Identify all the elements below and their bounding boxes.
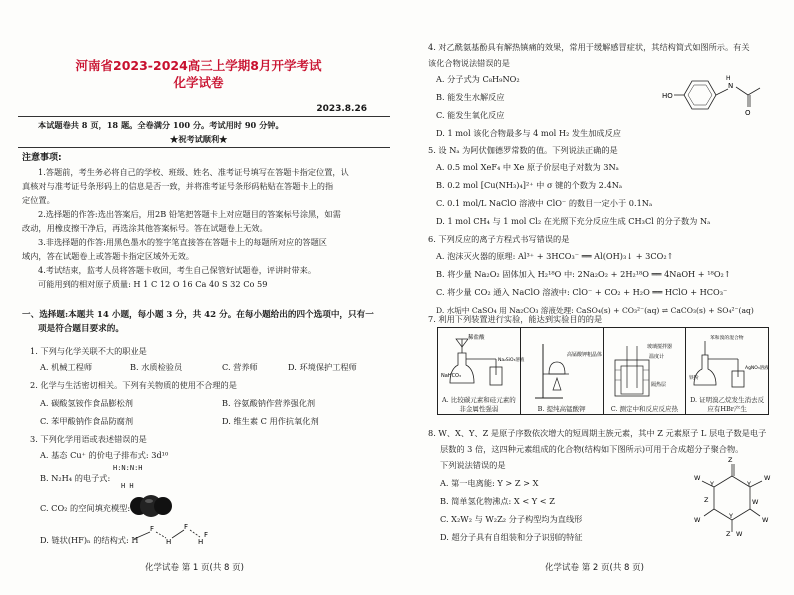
note-line: 3.非选择题的作答:用黑色墨水的签字笔直接答在答题卡上的每题所对应的答题区 [38, 237, 327, 247]
acetaminophen-structure [660, 68, 780, 118]
q7-cell-d [686, 328, 769, 415]
q4-option-a: A. 分子式为 C₈H₉NO₂ [436, 74, 520, 84]
n-label: N [728, 82, 734, 90]
good-luck: ★祝考试顺利★ [170, 134, 228, 144]
page-footer-left: 化学试卷 第 1 页(共 8 页) [145, 563, 244, 573]
q2-option-c: C. 苯甲酸钠作食品防腐剂 [40, 416, 134, 426]
atom-label: W [694, 474, 701, 482]
stirrer-label: 玻璃搅拌器 [647, 344, 673, 350]
atomic-masses: 可能用到的相对原子质量: H 1 C 12 O 16 Ca 40 S 32 Co 59 [38, 279, 268, 289]
hf-atom-label: F [184, 523, 189, 531]
q7-caption-a: A. 比较碳元素和硅元素的非金属性强弱 [441, 396, 516, 413]
ho-label: HO [662, 92, 673, 100]
nahco3-label: NaHCO₃ [440, 373, 461, 379]
q3-option-c: C. CO₂ 的空间填充模型: [40, 503, 131, 513]
note-line: 改动，用橡皮擦干净后，再选涂其他答案标号。答在试题卷上无效。 [22, 223, 268, 233]
h-label: H [726, 75, 731, 82]
q1-option-b: B. 水质检验员 [130, 362, 183, 372]
apparatus-b [523, 340, 601, 402]
q1-option-a: A. 机械工程师 [40, 362, 93, 372]
q2-option-b: B. 谷氨酸钠作营养强化剂 [222, 398, 316, 408]
hf-atom-label: F [150, 525, 155, 533]
note-line: 2.选择题的作答:选出答案后，用2B 铅笔把答题卡上对应题目的答案标号涂黑，如需 [38, 209, 341, 219]
atom-label: W [736, 530, 743, 538]
note-line: 定位置。 [22, 195, 55, 205]
atom-label: Z [704, 496, 709, 504]
na2sio3-label: Na₂SiO₃溶液 [497, 358, 525, 363]
apparatus-d [688, 331, 769, 393]
q8-stem: 8. W、X、Y、Z 是原子序数依次增大的短周期主族元素，其中 Z 元素原子 L 层电子数是电子 [428, 428, 767, 438]
q8-option-a: A. 第一电离能: Y > Z > X [440, 478, 539, 488]
atom-label: W [762, 516, 769, 524]
atom-label: Z [726, 530, 731, 538]
page-footer-right: 化学试卷 第 2 页(共 8 页) [545, 563, 644, 573]
q4-option-d: D. 1 mol 该化合物最多与 4 mol H₂ 发生加成反应 [436, 128, 621, 138]
q3-option-a: A. 基态 Cu⁺ 的价电子排布式: 3d¹⁰ [40, 450, 169, 460]
co2-space-filling-model [128, 492, 174, 520]
q1-option-d: D. 环境保护工程师 [288, 362, 357, 372]
note-line: 1.答题前，考生务必将自己的学校、班级、姓名、准考证号填写在答题卡指定位置，认 [38, 167, 349, 177]
note-line: 域内，答在试题卷上或答题卡指定区域外无效。 [22, 251, 194, 261]
q5-stem: 5. 设 Nₐ 为阿伏伽德罗常数的值。下列说法正确的是 [428, 145, 618, 155]
hf-atom-label: H [198, 538, 204, 546]
q3-option-b: B. N₂H₄ 的电子式: [40, 473, 111, 483]
agno3-label: AgNO₃溶液 [745, 366, 769, 371]
n2h4-formula-top: H:N:N:H [113, 464, 143, 472]
hf-atom-label: F [204, 531, 209, 539]
atom-label: W [694, 516, 701, 524]
q6-stem: 6. 下列反应的离子方程式书写错误的是 [428, 234, 570, 244]
q1-option-c: C. 营养师 [222, 362, 258, 372]
q6-option-a: A. 泡沫灭火器的原理: Al³⁺ + 3HCO₃⁻ ══ Al(OH)₃↓ + 3CO₂↑ [436, 251, 674, 261]
q7-stem: 7. 利用下列装置进行实验，能达到实验目的的是 [428, 314, 603, 324]
q7-caption-b: B. 提纯高锰酸钾 [537, 405, 586, 413]
q2-stem: 2. 化学与生活密切相关。下列有关物质的使用不合理的是 [30, 380, 237, 390]
n2h4-formula-mid: H H [121, 482, 134, 490]
apparatus-c [605, 340, 683, 402]
note-line: 真核对与准考证号条形码上的信息是否一致，并将准考证号条形码粘贴在答题卡上的指 [22, 181, 334, 191]
q8-stem-cont2: 下列说法错误的是 [440, 460, 506, 470]
atom-label: Y [710, 480, 714, 488]
q7-apparatus-table [437, 327, 769, 415]
q4-option-b: B. 能发生水解反应 [436, 92, 505, 102]
q4-stem: 4. 对乙酰氨基酚具有解热镇痛的效果，常用于缓解感冒症状，其结构简式如图所示。有关 [428, 42, 750, 52]
atom-label: Z [728, 456, 733, 464]
hf-atom-label: H [166, 538, 172, 546]
atom-label: Y [747, 480, 751, 488]
atom-label: W [752, 498, 759, 506]
q6-option-d: D. 水垢中 CaSO₄ 用 Na₂CO₃ 溶液处理: CaSO₄(s) + CO₃²⁻(aq) ⇌ CaCO₃(s) + SO₄²⁻(aq) [436, 306, 754, 315]
q5-option-d: D. 1 mol CH₄ 与 1 mol Cl₂ 在光照下充分反应生成 CH₃Cl 的分子数为 Nₐ [436, 216, 711, 226]
hcl-label: 稀盐酸 [467, 335, 485, 341]
q7-cell-a [438, 328, 525, 415]
insulation-label: 隔热层 [651, 382, 667, 388]
exam-title: 河南省2023-2024高三上学期8月开学考试 [75, 58, 322, 73]
exam-date: 2023.8.26 [316, 104, 367, 114]
q7-caption-d: D. 证明溴乙烷发生消去反应有HBr产生 [690, 396, 765, 413]
q2-option-d: D. 维生素 C 用作抗氧化剂 [222, 416, 319, 426]
q5-option-b: B. 0.2 mol [Cu(NH₃)₄]²⁺ 中 σ 键的个数为 2.4Nₐ [436, 180, 623, 190]
divider [18, 147, 390, 148]
note-line: 4.考试结束，监考人员将答题卡收回，考生自己保管好试题卷，评讲时带来。 [38, 265, 317, 275]
q4-option-c: C. 能发生氧化反应 [436, 110, 505, 120]
q1-stem: 1. 下列与化学关联不大的职业是 [30, 346, 147, 356]
q8-option-d: D. 超分子具有自组装和分子识别的特征 [440, 532, 583, 542]
q5-option-a: A. 0.5 mol XeF₄ 中 Xe 原子价层电子对数为 3Nₐ [436, 162, 619, 172]
section-heading: 一、选择题:本题共 14 小题，每小题 3 分，共 42 分。在每小题给出的四个选项中，只有一 [22, 310, 374, 320]
thermometer-label: 温度计 [649, 354, 665, 360]
o-label: O [745, 109, 751, 117]
q4-stem-cont: 该化合物说法错误的是 [428, 58, 510, 68]
divider [18, 116, 390, 117]
benzene-bromine-label: 苯和溴的混合物 [710, 336, 744, 341]
exam-subject: 化学试卷 [173, 75, 224, 90]
q7-cell-c [603, 328, 686, 415]
exam-info: 本试题卷共 8 页，18 题。全卷满分 100 分。考试用时 90 分钟。 [38, 120, 284, 130]
section-heading-cont: 项是符合题目要求的。 [38, 324, 124, 334]
hf-chain-structure [132, 520, 212, 548]
q2-option-a: A. 碳酸氢铵作食品膨松剂 [40, 398, 133, 408]
q8-compound-structure [690, 452, 774, 538]
q6-option-b: B. 将少量 Na₂O₂ 固体加入 H₂¹⁸O 中: 2Na₂O₂ + 2H₂¹⁸O ══ 4NaOH + ¹⁸O₂↑ [436, 269, 731, 279]
q6-option-c: C. 将少量 CO₂ 通入 NaClO 溶液中: ClO⁻ + CO₂ + H₂O ══ HClO + HCO₃⁻ [436, 287, 728, 297]
q7-cell-b [520, 328, 603, 415]
q8-option-c: C. X₂W₂ 与 W₂Z₂ 分子构型均为直线形 [440, 514, 583, 524]
atom-label: Y [729, 512, 733, 520]
q8-stem-cont: 层数的 3 倍，这四种元素组成的化合物(结构如下图所示)可用于合成超分子聚合物。 [440, 444, 744, 454]
q8-option-b: B. 简单氢化物沸点: X < Y < Z [440, 496, 555, 506]
notes-heading: 注意事项: [22, 153, 62, 163]
q3-option-d: D. 链状(HF)ₙ 的结构式: H [40, 535, 139, 545]
q3-stem: 3. 下列化学用语或表述错误的是 [30, 434, 147, 444]
kmno4-label: 高锰酸钾粗晶体 [566, 352, 602, 358]
apparatus-a [440, 331, 525, 393]
q7-caption-c: C. 测定中和反应反应热 [610, 405, 679, 413]
atom-label: W [764, 474, 771, 482]
q5-option-c: C. 0.1 mol/L NaClO 溶液中 ClO⁻ 的数目一定小于 0.1Nₐ [436, 198, 653, 208]
iron-powder-label: 铁粉 [689, 376, 699, 381]
